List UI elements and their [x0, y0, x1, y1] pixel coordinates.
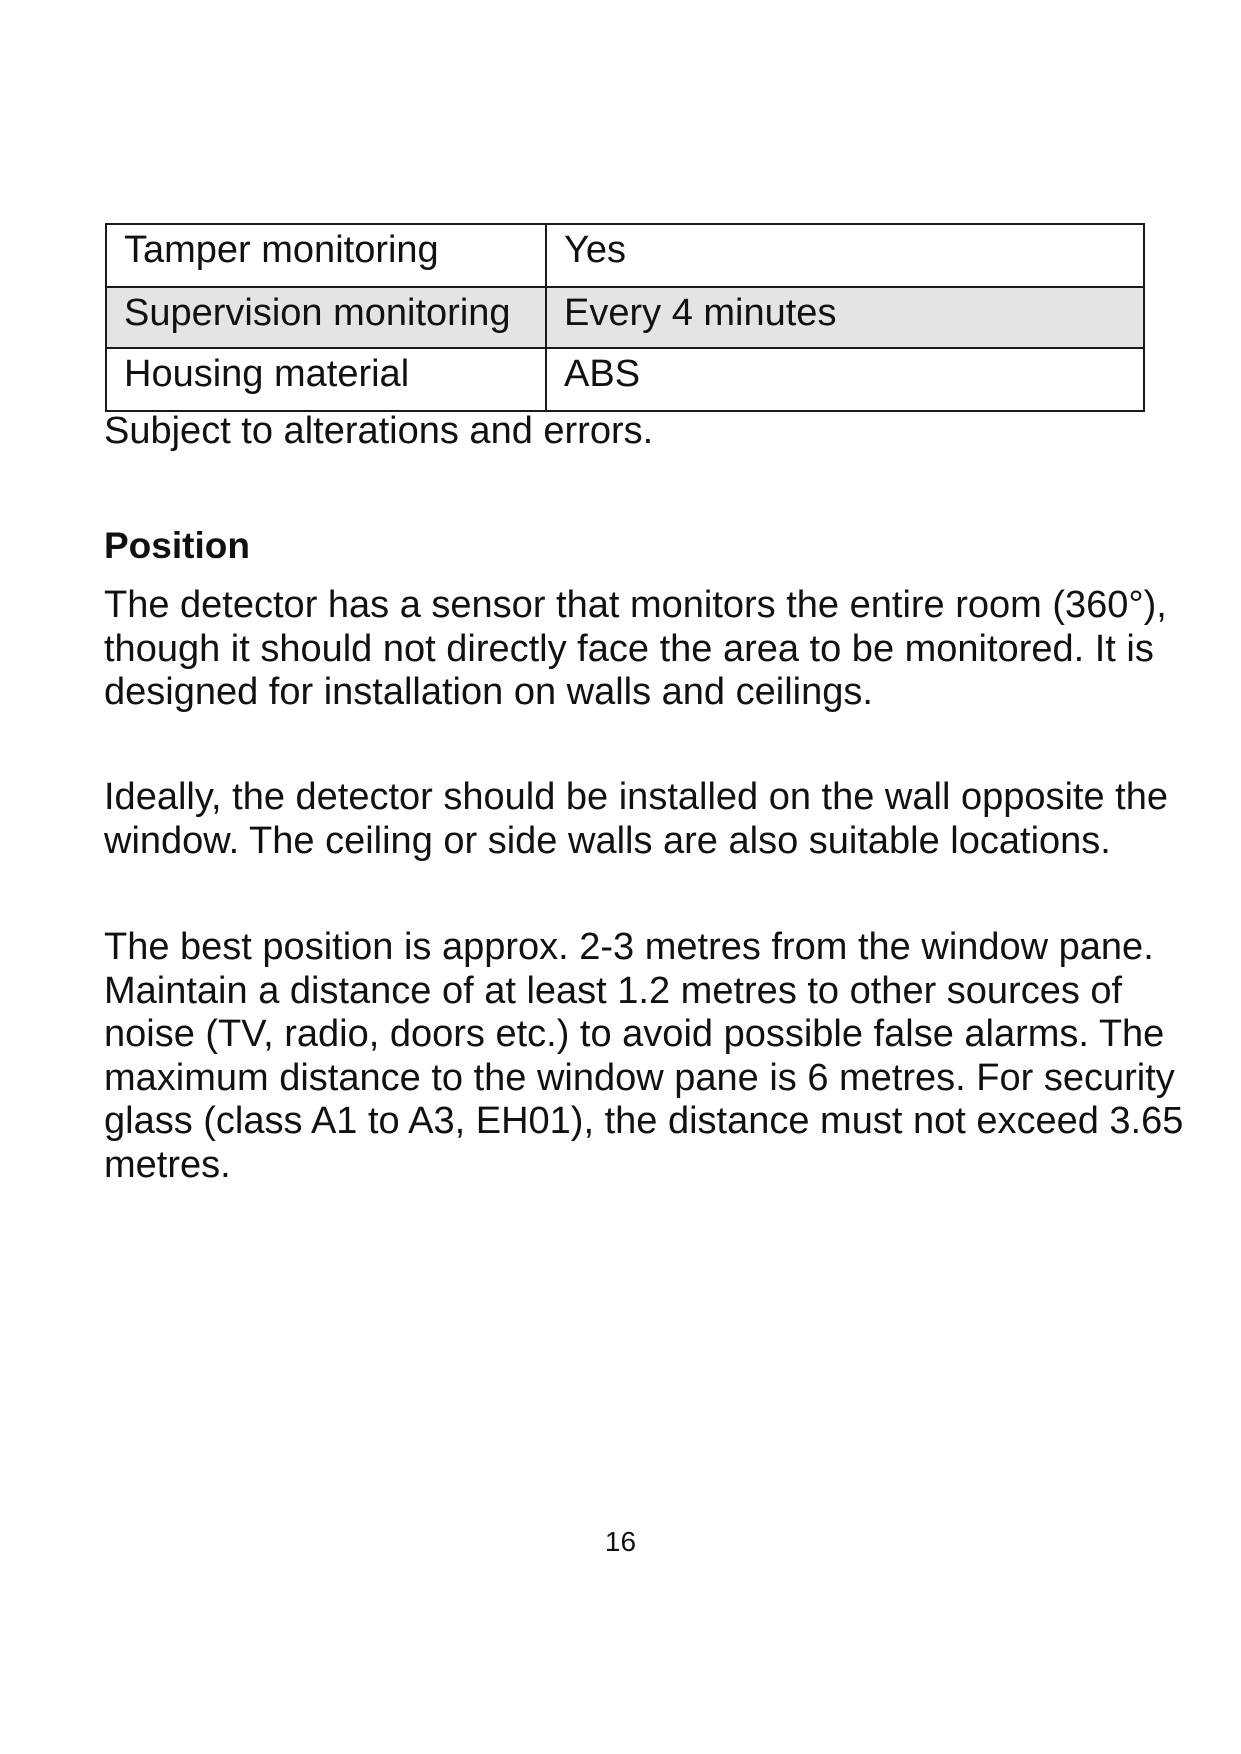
spec-value: Every 4 minutes	[546, 287, 1144, 348]
paragraph: The detector has a sensor that monitors the entire room (360°), though it should not directly face the area to be monitored. It is designed for installation on walls and ceilings.	[104, 584, 1167, 713]
table-row	[106, 348, 1144, 411]
spec-label: Tamper monitoring	[106, 224, 546, 287]
paragraph: The best position is approx. 2-3 metres from the window pane. Maintain a distance of at least 1.2 metres to other sources of noise (TV, radio, doors etc.) to avoid possible false alarms. The maximum distance to the window pane is 6 metres. For security glass (class A1 to A3, EH01), the distance must not exceed 3.65 metres.	[104, 926, 1184, 1186]
disclaimer-note: Subject to alterations and errors.	[104, 410, 654, 452]
page-number: 16	[604, 1526, 637, 1557]
section-heading: Position	[104, 525, 250, 566]
paragraph: Ideally, the detector should be installed on the wall opposite the window. The ceiling or side walls are also suitable locations.	[104, 776, 1168, 862]
spec-label: Housing material	[106, 348, 546, 411]
spec-value: ABS	[546, 348, 1144, 411]
table-row	[106, 287, 1144, 348]
spec-label: Supervision monitoring	[106, 287, 546, 348]
table-row	[106, 224, 1144, 287]
spec-value: Yes	[546, 224, 1144, 287]
specifications-table	[105, 223, 1145, 412]
